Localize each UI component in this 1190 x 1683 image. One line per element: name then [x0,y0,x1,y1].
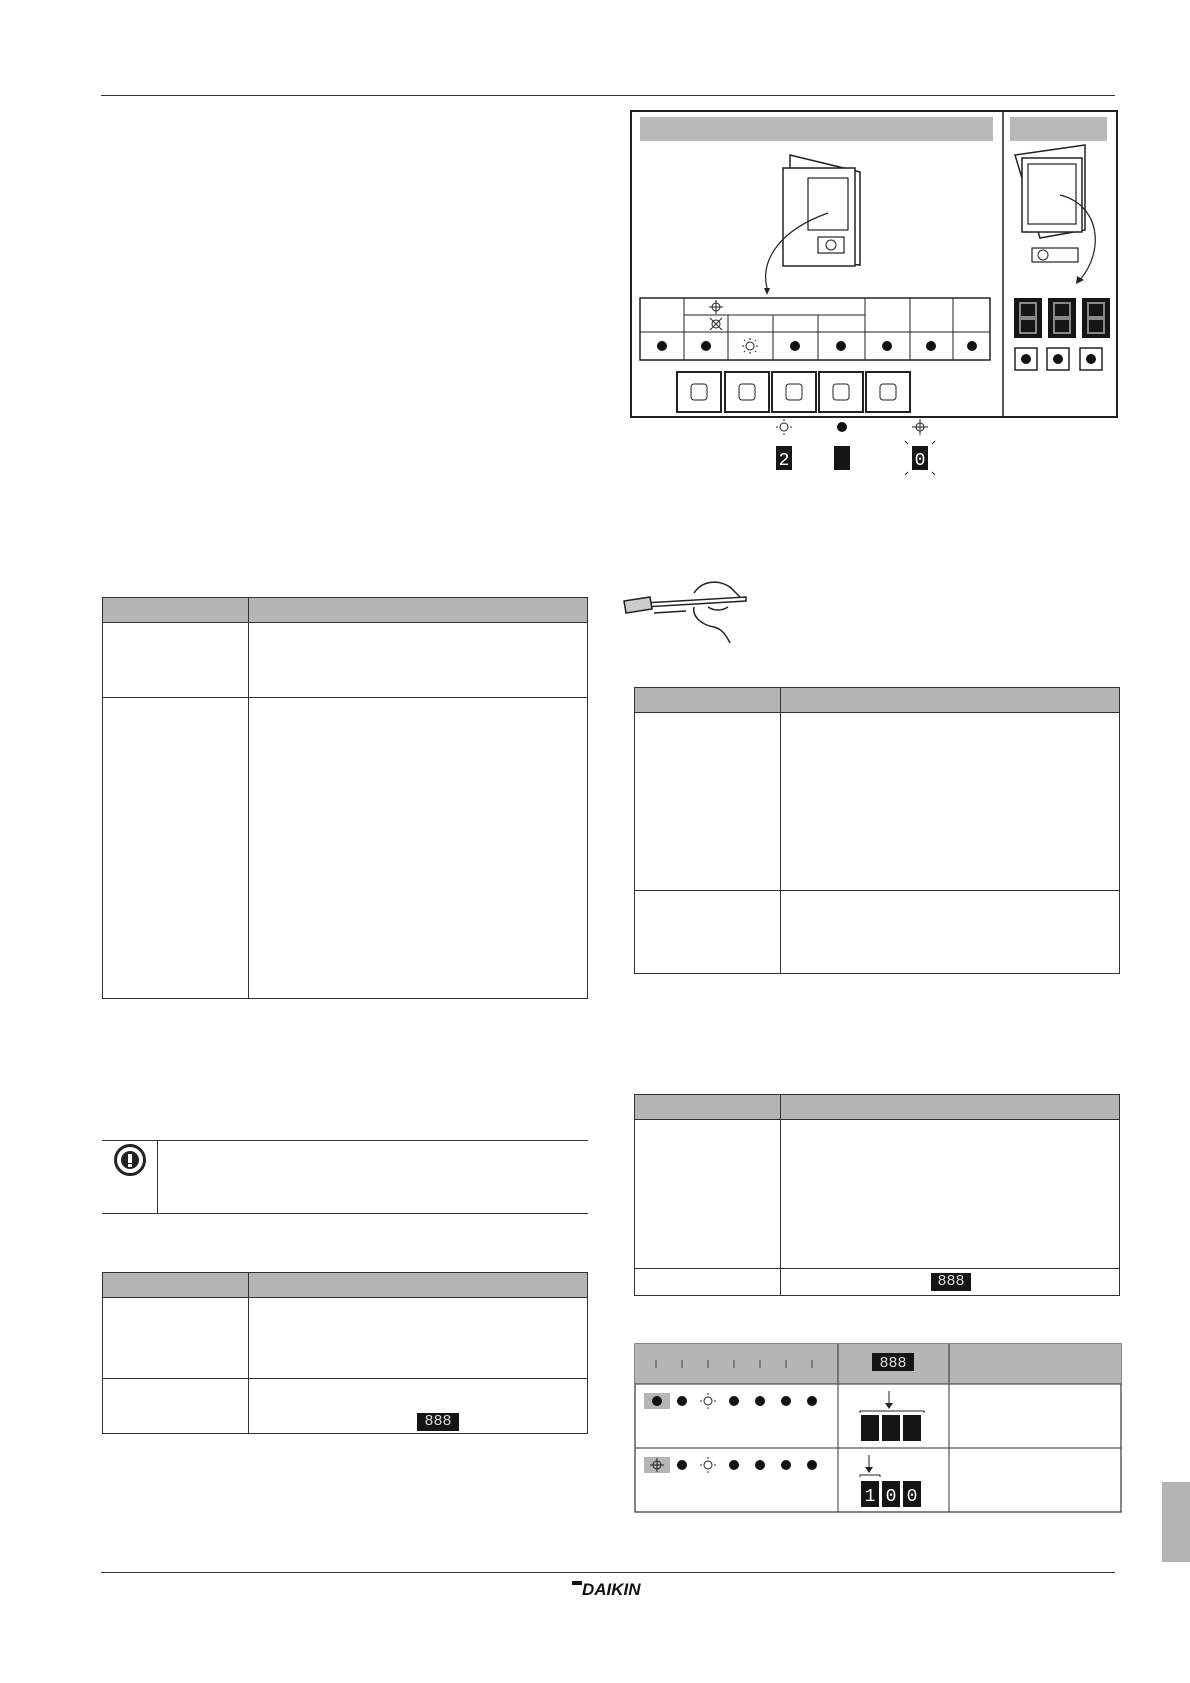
daikin-logo [568,1577,652,1599]
right-table-1 [634,687,1120,974]
hand-pen-icon [622,577,757,645]
pcb-panel-diagram [630,110,1120,430]
svg-text:1: 1 [864,1487,876,1507]
svg-text:888: 888 [879,1355,907,1372]
display-888-icon: 888 [417,1413,459,1431]
svg-text:0: 0 [906,1487,918,1507]
led-state-legend [770,418,960,478]
display-888-icon: 888 [931,1273,971,1291]
left-table-2 [102,1272,588,1434]
left-table-1 [102,597,588,999]
notice-divider [157,1140,158,1214]
svg-text:DAIKIN: DAIKIN [582,1580,641,1599]
header-rule [101,95,1115,96]
svg-text:0: 0 [885,1487,897,1507]
manual-book-icon [1015,145,1095,284]
manual-book-icon [764,155,860,295]
exclamation-icon [114,1144,146,1176]
digit-two-display: 2 [778,451,790,471]
right-table-2 [634,1094,1120,1296]
notice-rule-bottom [102,1213,588,1214]
svg-text:0: 0 [914,451,926,471]
footer-rule [101,1572,1115,1573]
notice-rule-top [102,1140,588,1141]
chapter-tab [1162,1482,1190,1562]
led-display-table [634,1343,1122,1513]
